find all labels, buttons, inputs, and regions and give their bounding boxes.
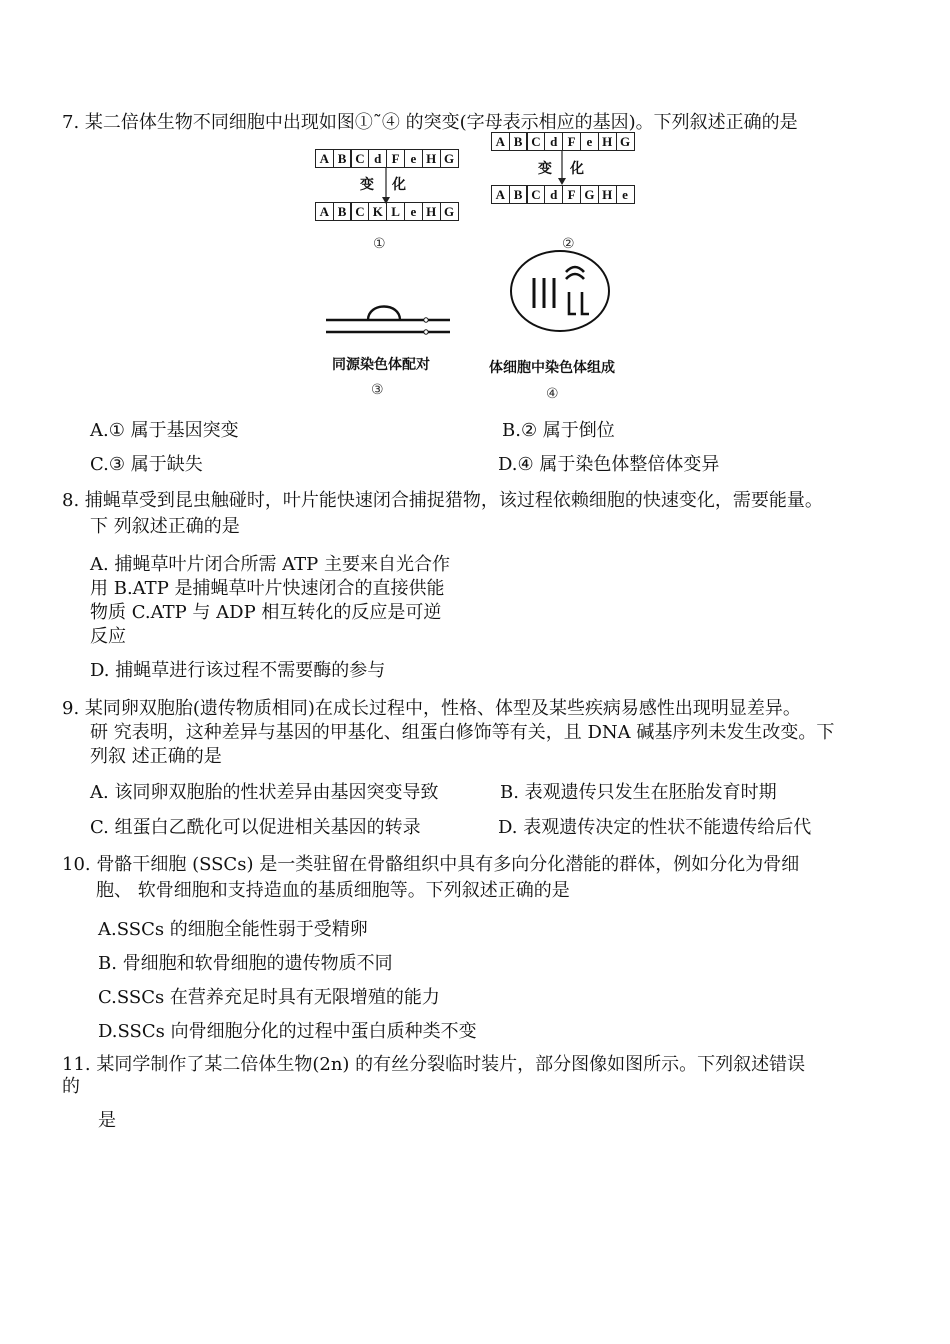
gene-row-mutated (492, 185, 635, 204)
change-arrow (380, 167, 392, 205)
gene-box: d (544, 132, 563, 151)
gene-box: d (368, 149, 387, 168)
q9-stem-line-2: 研 究表明，这种差异与基因的甲基化、组蛋白修饰等有关，且 DNA 碱基序列未发生改变。下 (90, 722, 835, 743)
q10-option-a: A.SSCs 的细胞全能性弱于受精卵 (98, 919, 368, 940)
change-label-1: 变 (538, 161, 552, 177)
q7-option-a: A.① 属于基因突变 (90, 420, 239, 441)
figure-2-label: ② (562, 236, 575, 252)
q11-stem-line-3: 是 (98, 1110, 116, 1131)
q9-option-a: A. 该同卵双胞胎的性状差异由基因突变导致 (90, 782, 439, 803)
q9-option-b: B. 表观遗传只发生在胚胎发育时期 (500, 782, 777, 803)
gene-box: G (440, 202, 459, 221)
q11-stem-line-1: 11. 某同学制作了某二倍体生物(2n) 的有丝分裂临时装片，部分图像如图所示。下列叙述错误 (62, 1054, 806, 1075)
gene-box: A (315, 149, 334, 168)
gene-box: F (386, 149, 405, 168)
q11-stem-line-2: 的 (62, 1076, 80, 1097)
q8-options-line-2: 用 B.ATP 是捕蝇草叶片快速闭合的直接供能 (90, 578, 445, 599)
gene-box: A (491, 185, 510, 204)
somatic-cell-chromosome-diagram (508, 248, 612, 334)
change-label-2: 化 (570, 161, 584, 177)
figure-3-caption: 同源染色体配对 (332, 357, 430, 373)
q8-options-line-4: 反应 (90, 626, 126, 647)
q8-stem-line-1: 8. 捕蝇草受到昆虫触碰时，叶片能快速闭合捕捉猎物，该过程依赖细胞的快速变化，需要能量。 (62, 490, 823, 511)
gene-box: B (333, 202, 352, 221)
gene-box: B (509, 185, 528, 204)
q10-option-c: C.SSCs 在营养充足时具有无限增殖的能力 (98, 987, 440, 1008)
q10-stem-line-1: 10. 骨骼干细胞 (SSCs) 是一类驻留在骨骼组织中具有多向分化潜能的群体，例如分化为骨细 (62, 854, 800, 875)
figure-3-label: ③ (371, 382, 384, 398)
figure-4-label: ④ (546, 386, 559, 402)
gene-box: C (526, 132, 545, 151)
gene-box: B (509, 132, 528, 151)
gene-box: C (526, 185, 545, 204)
q7-stem: 7. 某二倍体生物不同细胞中出现如图①˜④ 的突变(字母表示相应的基因)。下列叙述正确的是 (62, 112, 798, 133)
q7-option-d: D.④ 属于染色体整倍体变异 (498, 454, 720, 475)
gene-box: G (616, 132, 635, 151)
change-label-2: 化 (392, 177, 406, 193)
q8-options-line-3: 物质 C.ATP 与 ADP 相互转化的反应是可逆 (90, 602, 442, 623)
gene-row-original (492, 132, 635, 151)
gene-box: L (386, 202, 405, 221)
q9-stem-line-3: 列叙 述正确的是 (90, 746, 222, 767)
homologous-chromosome-pairing-diagram (322, 298, 454, 342)
gene-box: G (580, 185, 599, 204)
q10-option-b: B. 骨细胞和软骨细胞的遗传物质不同 (98, 953, 393, 974)
figure-1-label: ① (373, 236, 386, 252)
gene-box: e (580, 132, 599, 151)
gene-box: H (422, 202, 441, 221)
q7-option-c: C.③ 属于缺失 (90, 454, 203, 475)
gene-box: d (544, 185, 563, 204)
gene-box: B (333, 149, 352, 168)
gene-box: C (350, 149, 369, 168)
gene-box: e (404, 149, 423, 168)
gene-box: e (616, 185, 635, 204)
gene-box: C (350, 202, 369, 221)
gene-box: G (440, 149, 459, 168)
gene-box: F (562, 132, 581, 151)
q10-option-d: D.SSCs 向骨细胞分化的过程中蛋白质种类不变 (98, 1021, 477, 1042)
q9-option-c: C. 组蛋白乙酰化可以促进相关基因的转录 (90, 817, 421, 838)
gene-box: H (422, 149, 441, 168)
change-arrow (556, 150, 568, 186)
q7-option-b: B.② 属于倒位 (502, 420, 615, 441)
gene-row-original (316, 149, 459, 168)
change-label-1: 变 (360, 177, 374, 193)
gene-box: e (404, 202, 423, 221)
gene-row-mutated (316, 202, 459, 221)
q10-stem-line-2: 胞、 软骨细胞和支持造血的基质细胞等。下列叙述正确的是 (96, 880, 570, 901)
q8-option-d: D. 捕蝇草进行该过程不需要酶的参与 (90, 660, 386, 681)
gene-box: H (598, 132, 617, 151)
gene-box: A (491, 132, 510, 151)
q9-stem-line-1: 9. 某同卵双胞胎(遗传物质相同)在成长过程中，性格、体型及某些疾病易感性出现明显差异。 (62, 698, 801, 719)
gene-box: A (315, 202, 334, 221)
q8-stem-line-2: 下 列叙述正确的是 (90, 516, 240, 537)
gene-box: H (598, 185, 617, 204)
q9-option-d: D. 表观遗传决定的性状不能遗传给后代 (498, 817, 812, 838)
gene-box: F (562, 185, 581, 204)
q8-options-line-1: A. 捕蝇草叶片闭合所需 ATP 主要来自光合作 (90, 554, 451, 575)
gene-box: K (368, 202, 387, 221)
figure-4-caption: 体细胞中染色体组成 (489, 360, 615, 376)
